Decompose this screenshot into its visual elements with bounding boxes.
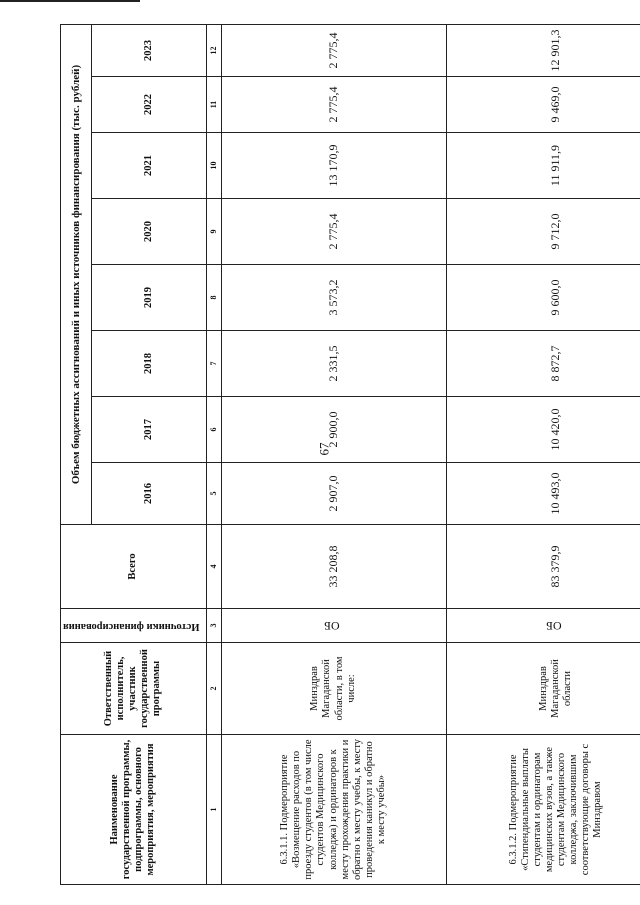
row-year-value: 2 775,4 xyxy=(221,24,446,76)
column-number: 10 xyxy=(206,133,221,199)
page-number: 67 xyxy=(316,442,332,456)
column-number: 4 xyxy=(206,525,221,609)
header-financing-group: Объем бюджетных ассигнований и иных источников финансирования (тыс. рублей) xyxy=(61,24,92,524)
header-year: 2016 xyxy=(92,463,206,525)
column-number: 1 xyxy=(206,735,221,885)
header-source-text: Источники финансирования xyxy=(63,620,200,632)
row-year-value: 2 775,4 xyxy=(221,77,446,133)
row-total: 83 379,9 xyxy=(446,525,640,609)
budget-table xyxy=(60,24,640,885)
row-source xyxy=(221,609,446,643)
column-number: 9 xyxy=(206,199,221,265)
row-year-value: 2 907,0 xyxy=(221,463,446,525)
table-row xyxy=(446,24,640,884)
header-responsible: Ответственный исполнитель, участник государственной программы xyxy=(61,643,207,735)
row-year-value: 2 331,5 xyxy=(221,331,446,397)
row-name: 6.3.1.2. Подмероприятие «Стипендиальные выплаты студентам и ординаторам медицинских вузов, а также студентам Медицинского колледжа, заключившим соответствующие договоры с Минздравом xyxy=(446,735,640,885)
header-year: 2021 xyxy=(92,133,206,199)
header-source xyxy=(61,609,207,643)
row-total: 33 208,8 xyxy=(221,525,446,609)
top-border-line xyxy=(0,0,140,2)
column-number-row xyxy=(206,24,221,884)
column-number: 8 xyxy=(206,265,221,331)
header-year: 2017 xyxy=(92,397,206,463)
row-year-value: 12 901,3 xyxy=(446,24,640,76)
header-year: 2020 xyxy=(92,199,206,265)
column-number: 6 xyxy=(206,397,221,463)
column-number: 11 xyxy=(206,77,221,133)
row-name: 6.3.1.1. Подмероприятие «Возмещение расходов по проезду студентов (в том числе студентов Медицинского колледжа) и ординаторов к месту прохождения практики и обратно к месту учебы, к месту проведения каникул и обратно к месту учебы» xyxy=(221,735,446,885)
column-number: 7 xyxy=(206,331,221,397)
row-year-value: 8 872,7 xyxy=(446,331,640,397)
row-year-value: 9 600,0 xyxy=(446,265,640,331)
row-year-value: 2 900,0 xyxy=(221,397,446,463)
row-year-value: 10 493,0 xyxy=(446,463,640,525)
row-source-text: ОБ xyxy=(546,619,562,634)
row-responsible: Минздрав Магаданской области xyxy=(446,643,640,735)
budget-table-rotated xyxy=(60,25,625,885)
column-number: 12 xyxy=(206,24,221,76)
row-year-value: 9 712,0 xyxy=(446,199,640,265)
row-year-value: 13 170,9 xyxy=(221,133,446,199)
column-number: 3 xyxy=(206,609,221,643)
header-name: Наименование государственной программы, подпрограммы, основного мероприятия, мероприятия xyxy=(61,735,207,885)
header-year: 2022 xyxy=(92,77,206,133)
row-year-value: 10 420,0 xyxy=(446,397,640,463)
header-year: 2023 xyxy=(92,24,206,76)
column-number: 5 xyxy=(206,463,221,525)
header-year: 2018 xyxy=(92,331,206,397)
row-year-value: 9 469,0 xyxy=(446,77,640,133)
row-year-value: 11 911,9 xyxy=(446,133,640,199)
row-year-value: 2 775,4 xyxy=(221,199,446,265)
row-year-value: 3 573,2 xyxy=(221,265,446,331)
table-row xyxy=(221,24,446,884)
row-responsible: Минздрав Магаданской области, в том числе: xyxy=(221,643,446,735)
column-number: 2 xyxy=(206,643,221,735)
header-year: 2019 xyxy=(92,265,206,331)
header-total: Всего xyxy=(61,525,207,609)
row-source-text: ОБ xyxy=(323,619,340,634)
row-source xyxy=(446,609,640,643)
